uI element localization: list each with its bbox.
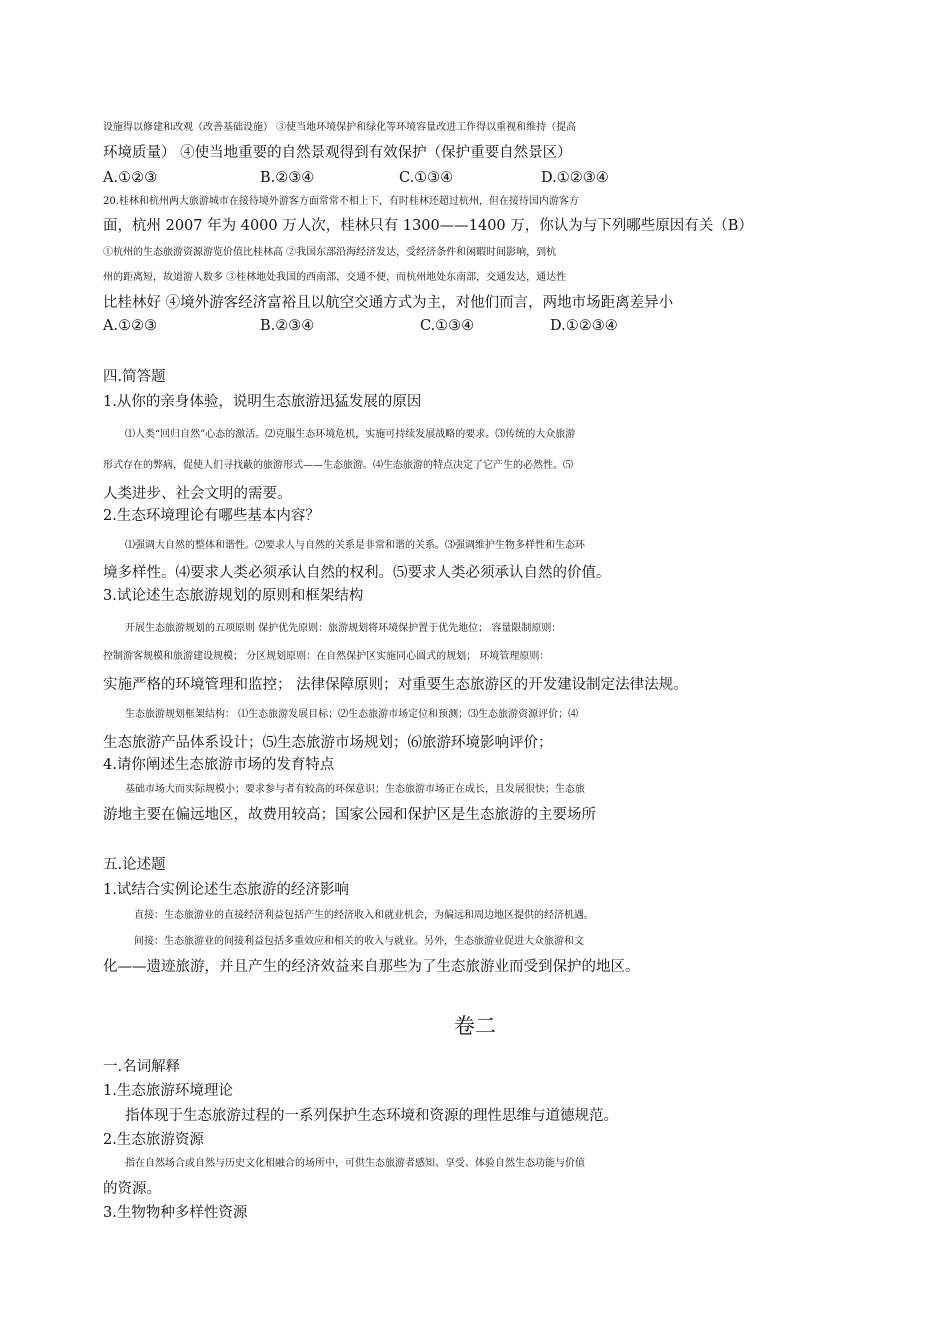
- answer-line: 生态旅游规划框架结构： ⑴生态旅游发展目标；⑵生态旅游市场定位和预测；⑶生态旅游资源评价；⑷: [125, 709, 579, 720]
- q20-line: 面，杭州 2007 年为 4000 万人次，桂林只有 1300——1400 万，你认为与下列哪些原因有关（B）: [103, 218, 753, 234]
- section-heading: 五.论述题: [103, 857, 166, 873]
- answer-line: 化——遗迹旅游，并且产生的经济效益来自那些为了生态旅游业而受到保护的地区。: [103, 959, 640, 975]
- question-title: 2.生态环境理论有哪些基本内容？: [103, 508, 320, 524]
- option-c: C.①③④: [399, 170, 454, 186]
- answer-line: 直接：生态旅游业的直接经济利益包括产生的经济收入和就业机会，为偏远和周边地区提供的经济机遇。: [134, 910, 594, 921]
- term-definition: 指体现于生态旅游过程的一系列保护生态环境和资源的理性思维与道德规范。: [125, 1108, 618, 1124]
- q19-options: [103, 168, 893, 188]
- section-heading: 一.名词解释: [103, 1059, 181, 1075]
- option-b: B.②③④: [260, 318, 315, 334]
- answer-line: 实施严格的环境管理和监控； 法律保障原则；对重要生态旅游区的开发建设制定法律法规。: [103, 677, 688, 693]
- answer-line: 间接：生态旅游业的间接利益包括多重效应和相关的收入与就业。另外，生态旅游业促进大众旅游和文: [134, 936, 584, 947]
- answer-line: 基础市场大而实际规模小；要求参与者有较高的环保意识；生态旅游市场正在成长，且发展很快；生态旅: [125, 784, 585, 795]
- answer-line: 境多样性。⑷要求人类必须承认自然的权利。⑸要求人类必须承认自然的价值。: [103, 565, 611, 581]
- section-heading: 四.简答题: [103, 369, 166, 385]
- question-title: 1.从你的亲身体验，说明生态旅游迅猛发展的原因: [103, 394, 422, 410]
- option-c: C.①③④: [420, 318, 475, 334]
- answer-line: 游地主要在偏远地区，故费用较高；国家公园和保护区是生态旅游的主要场所: [103, 807, 596, 823]
- answer-line: 形式存在的弊病，促使人们寻找蔽的旅游形式——生态旅游。⑷生态旅游的特点决定了它产生的必然性。⑸: [103, 460, 573, 471]
- option-b: B.②③④: [260, 170, 315, 186]
- term-title: 3.生物物种多样性资源: [103, 1205, 248, 1221]
- q20-line: 州的距离短，故道游人数多 ③桂林地处我国的西南部，交通不便，而杭州地处东南部，交通发达，通达性: [103, 272, 567, 283]
- answer-line: 开展生态旅游规划的五项原则 保护优先原则：旅游规划将环境保护置于优先地位； 容量限制原则：: [125, 623, 562, 634]
- term-definition: 指在自然场合或自然与历史文化相融合的场所中，可供生态旅游者感知、享受、体验自然生态功能与价值: [125, 1158, 585, 1169]
- term-definition: 的资源。: [103, 1181, 161, 1197]
- question-title: 1.试结合实例论述生态旅游的经济影响: [103, 882, 349, 898]
- option-d: D.①②③④: [541, 170, 609, 186]
- q20-line: ①杭州的生态旅游资源游览价值比桂林高 ②我国东部沿海经济发达，受经济条件和闲暇时间影响，到杭: [103, 247, 557, 258]
- answer-line: ⑴强调大自然的整体和谐性。⑵要求人与自然的关系是非常和谐的关系。⑶强调维护生物多样性和生态环: [125, 540, 585, 551]
- q19-line: 环境质量） ④使当地重要的自然景观得到有效保护（保护重要自然景区）: [103, 145, 572, 161]
- q19-line: 设施得以修建和改观（改善基础设施） ③使当地环境保护和绿化等环境容量改进工作得以重视和维持（提高: [103, 122, 577, 133]
- question-title: 3.试论述生态旅游规划的原则和框架结构: [103, 588, 364, 604]
- question-title: 4.请你阐述生态旅游市场的发育特点: [103, 757, 335, 773]
- q20-options: [103, 316, 893, 336]
- part-title: 卷二: [454, 1014, 496, 1038]
- answer-line: 生态旅游产品体系设计；⑸生态旅游市场规划；⑹旅游环境影响评价；: [103, 735, 553, 751]
- q20-line: 20.桂林和杭州两大旅游城市在接待境外游客方面常常不相上下，有时桂林还超过杭州，但在接待国内游客方: [103, 196, 579, 207]
- option-d: D.①②③④: [550, 318, 618, 334]
- answer-line: 控制游客规模和旅游建设规模； 分区规划原则：在自然保护区实施同心圆式的规划； 环境管理原则：: [103, 651, 550, 662]
- term-title: 1.生态旅游环境理论: [103, 1083, 233, 1099]
- answer-line: 人类进步、社会文明的需要。: [103, 486, 292, 502]
- q20-line: 比桂林好 ④境外游客经济富裕且以航空交通方式为主，对他们而言，两地市场距离差异小: [103, 295, 674, 311]
- term-title: 2.生态旅游资源: [103, 1132, 204, 1148]
- option-a: A.①②③: [103, 170, 158, 186]
- option-a: A.①②③: [103, 318, 158, 334]
- answer-line: ⑴人类“回归自然”心态的激活。⑵克服生态环境危机，实施可持续发展战略的要求。⑶传统的大众旅游: [125, 429, 576, 440]
